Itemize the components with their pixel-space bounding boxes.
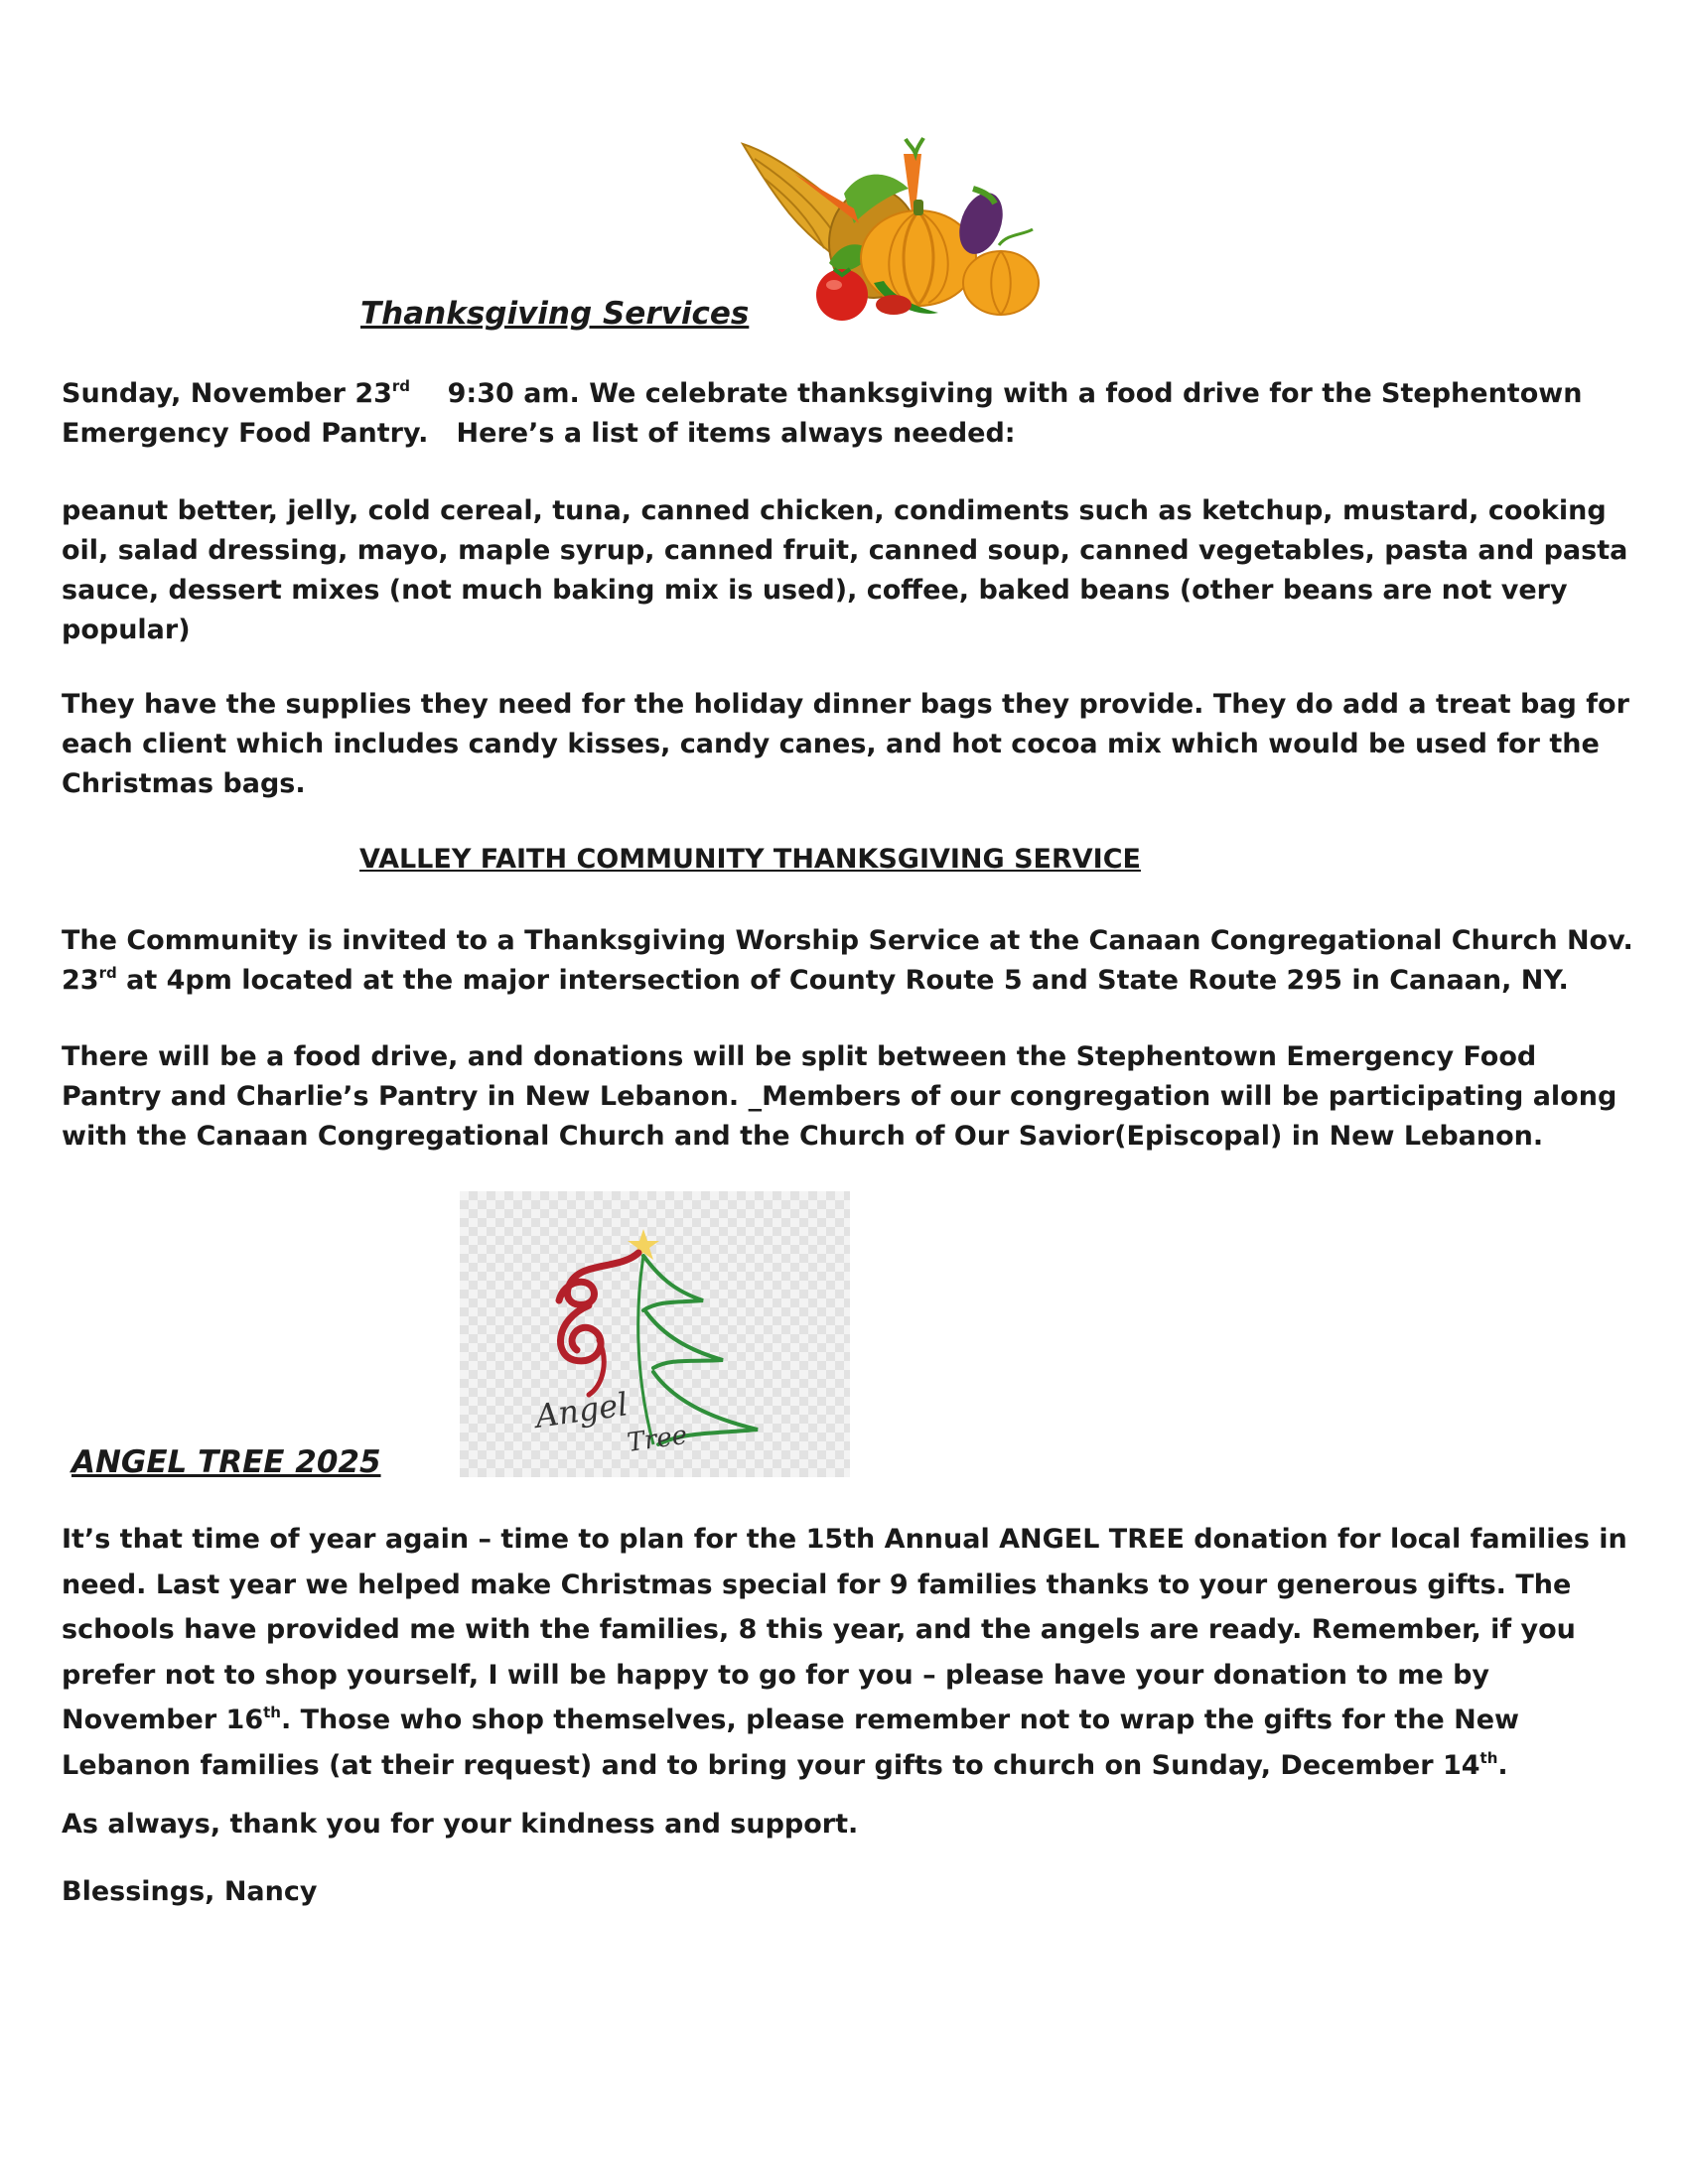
angel-tree-paragraph [62,1517,1640,1788]
community-invite [62,921,1640,1001]
valley-faith-title: VALLEY FAITH COMMUNITY THANKSGIVING SERVICE [359,844,1141,875]
thanksgiving-intro-sup: rd [391,377,411,395]
thanks-line: As always, thank you for your kindness and support. [62,1809,859,1840]
angel-tree-text-3: . [1497,1749,1508,1781]
food-drive-paragraph: There will be a food drive, and donations will be split between the Stephentown Emergency Food Pantry and Charlie’s Pantry in New Lebanon. _Members of our congregation will be participating along with the Canaan Congregational Church and the Church of Our Savior(Episcopal) in New Lebanon. [62,1041,1618,1152]
thanksgiving-intro-text-2: 9:30 am. We celebrate thanksgiving with a food drive for the Stephentown Emergency Food Pantry. Here’s a list of items always needed: [62,378,1592,449]
thanksgiving-intro-text: Sunday, November 23 [62,378,392,409]
angel-tree-title: ANGEL TREE 2025 [71,1444,381,1480]
thanksgiving-intro [62,374,1640,454]
angel-tree-logo [460,1191,850,1477]
supplies-paragraph: They have the supplies they need for the holiday dinner bags they provide. They do add a treat bag for each client which includes candy kisses, candy canes, and hot cocoa mix which would be used for the Christmas bags. [62,689,1629,799]
angel-tree-sup-2: th [1479,1748,1498,1767]
angel-logo-word-angel: Angel [532,1385,631,1435]
needed-items-list: peanut better, jelly, cold cereal, tuna, canned chicken, condiments such as ketchup, mustard, cooking oil, salad dressing, mayo, maple syrup, canned fruit, canned soup, canned vegetables, pasta and pasta sauce, dessert mixes (not much baking mix is used), coffee, baked beans (other beans are not very popular) [62,495,1628,645]
community-invite-text-2: at 4pm located at the major intersection of County Route 5 and State Route 295 in Canaan, NY. [116,965,1569,996]
community-invite-sup: rd [98,964,117,982]
signoff-line: Blessings, Nancy [62,1876,318,1907]
thanksgiving-title: Thanksgiving Services [360,296,750,332]
angel-tree-graphic [460,1191,850,1477]
angel-logo-word-tree: Tree [625,1420,689,1458]
angel-tree-text: It’s that time of year again – time to plan for the 15th Annual ANGEL TREE donation for local families in need. Last year we helped make Christmas special for 9 families thanks to your generous gifts. The schools have provided me with the families, 8 this year, and the angels are ready. Remember, if you prefer not to shop yourself, I will be happy to go for you – please have your donation to me by November 16 [62,1524,1627,1735]
cornucopia-illustration [735,134,1062,333]
community-invite-text: The Community is invited to a Thanksgiving Worship Service at the Canaan Congregational Church Nov. 23 [62,925,1633,996]
angel-tree-sup-1: th [263,1704,281,1721]
angel-tree-text-2: . Those who shop themselves, please remember not to wrap the gifts for the New Lebanon families (at their request) and to bring your gifts to church on Sunday, December 14 [62,1705,1519,1781]
